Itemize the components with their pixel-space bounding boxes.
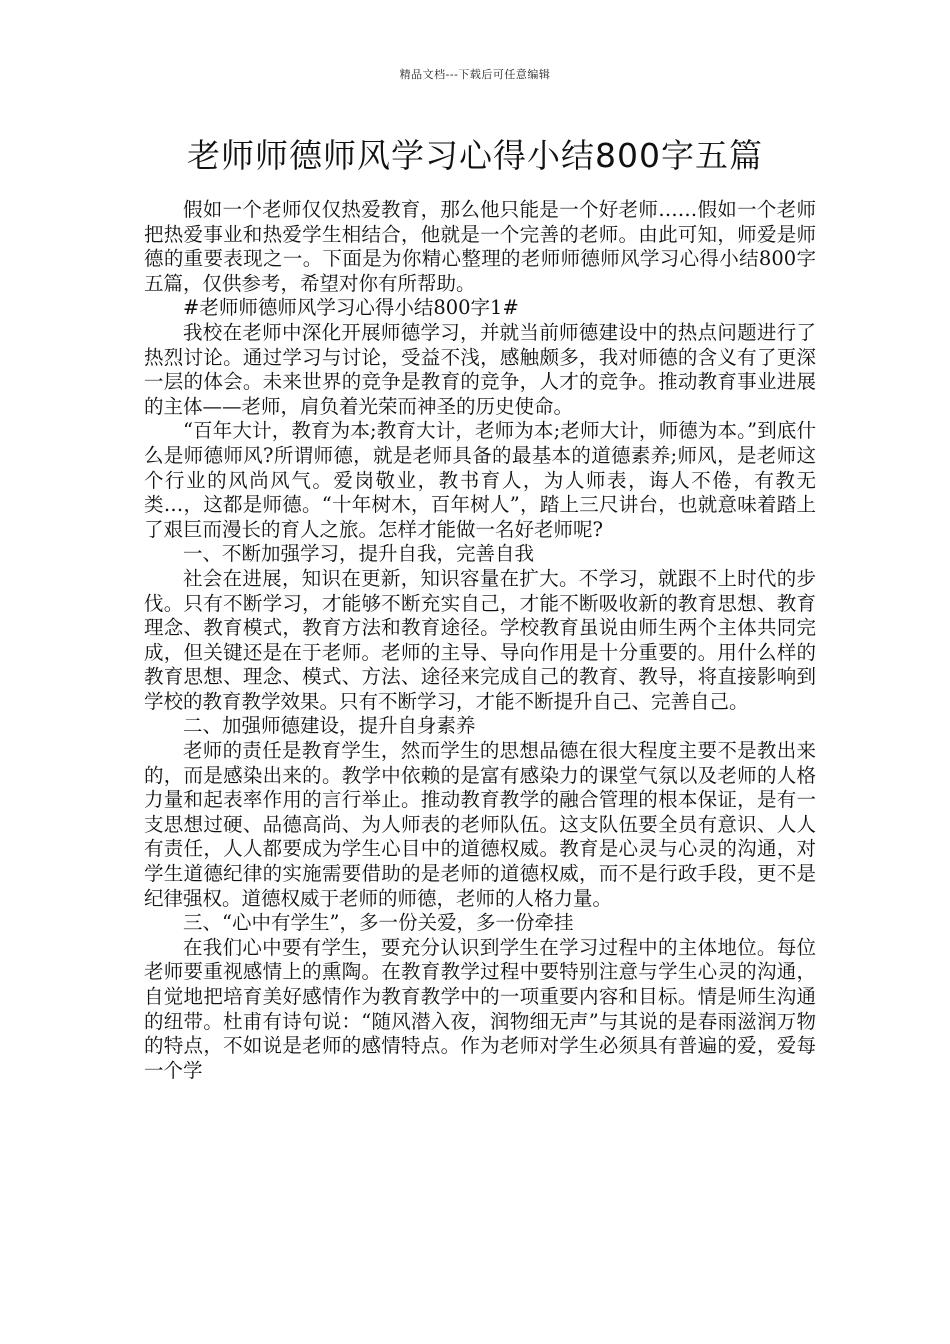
subheading-2: 二、加强师德建设，提升自身素养 <box>183 714 476 738</box>
document-body <box>144 198 816 1083</box>
header-note: 精品文档---下载后可任意编辑 <box>399 68 551 81</box>
paragraph-1: 我校在老师中深化开展师德学习，并就当前师德建设中的热点问题进行了热烈讨论。通过学习与讨论，受益不浅，感触颇多，我对师德的含义有了更深一层的体会。未来世界的竞争是教育的竞争，人才的竞争。推动教育事业进展的主体——老师，肩负着光荣而神圣的历史使命。 <box>144 320 816 418</box>
document-title: 老师师德师风学习心得小结800字五篇 <box>187 136 763 175</box>
paragraph-5: 在我们心中要有学生，要充分认识到学生在学习过程中的主体地位。每位老师要重视感情上的熏陶。在教育教学过程中要特别注意与学生心灵的沟通，自觉地把培育美好感情作为教育教学中的一项重要内容和目标。情是师生沟通的纽带。杜甫有诗句说：“随风潜入夜，润物细无声”与其说的是春雨滋润万物的特点，不如说是老师的感情特点。作为老师对学生必须具有普遍的爱，爱每一个学 <box>144 935 816 1082</box>
paragraph-4: 老师的责任是教育学生，然而学生的思想品德在很大程度主要不是教出来的，而是感染出来的。教学中依赖的是富有感染力的课堂气氛以及老师的人格力量和起表率作用的言行举止。推动教育教学的融合管理的根本保证，是有一支思想过硬、品德高尚、为人师表的老师队伍。这支队伍要全员有意识、人人有责任，人人都要成为学生心目中的道德权威。教育是心灵与心灵的沟通，对学生道德纪律的实施需要借助的是老师的道德权威，而不是行政手段，更不是纪律强权。道德权威于老师的师德，老师的人格力量。 <box>144 739 816 910</box>
subheading-1: 一、不断加强学习，提升自我，完善自我 <box>183 542 535 566</box>
paragraph-intro: 假如一个老师仅仅热爱教育，那么他只能是一个好老师……假如一个老师把热爱事业和热爱学生相结合，他就是一个完善的老师。由此可知，师爱是师德的重要表现之一。下面是为你精心整理的老师师德师风学习心得小结800字五篇，仅供参考，希望对你有所帮助。 <box>144 198 816 295</box>
paragraph-3: 社会在进展，知识在更新，知识容量在扩大。不学习，就跟不上时代的步伐。只有不断学习，才能够不断充实自己，才能不断吸收新的教育思想、教育理念、教育模式，教育方法和教育途径。学校教育虽说由师生两个主体共同完成，但关键还是在于老师。老师的主导、导向作用是十分重要的。用什么样的教育思想、理念、模式、方法、途径来完成自己的教育、教导，将直接影响到学校的教育教学效果。只有不断学习，才能不断提升自己、完善自己。 <box>144 566 816 713</box>
subheading-3: 三、“心中有学生”，多一份关爱，多一份牵挂 <box>183 911 574 935</box>
paragraph-2: “百年大计，教育为本;教育大计，老师为本;老师大计，师德为本。”到底什么是师德师风?所谓师德，就是老师具备的最基本的道德素养;师风，是老师这个行业的风尚风气。爱岗敬业，教书育人，为人师表，诲人不倦，有教无类…，这都是师德。“十年树木，百年树人”，踏上三尺讲台，也就意味着踏上了艰巨而漫长的育人之旅。怎样才能做一名好老师呢? <box>144 419 816 541</box>
section-heading-1: #老师师德师风学习心得小结800字1# <box>183 296 519 320</box>
